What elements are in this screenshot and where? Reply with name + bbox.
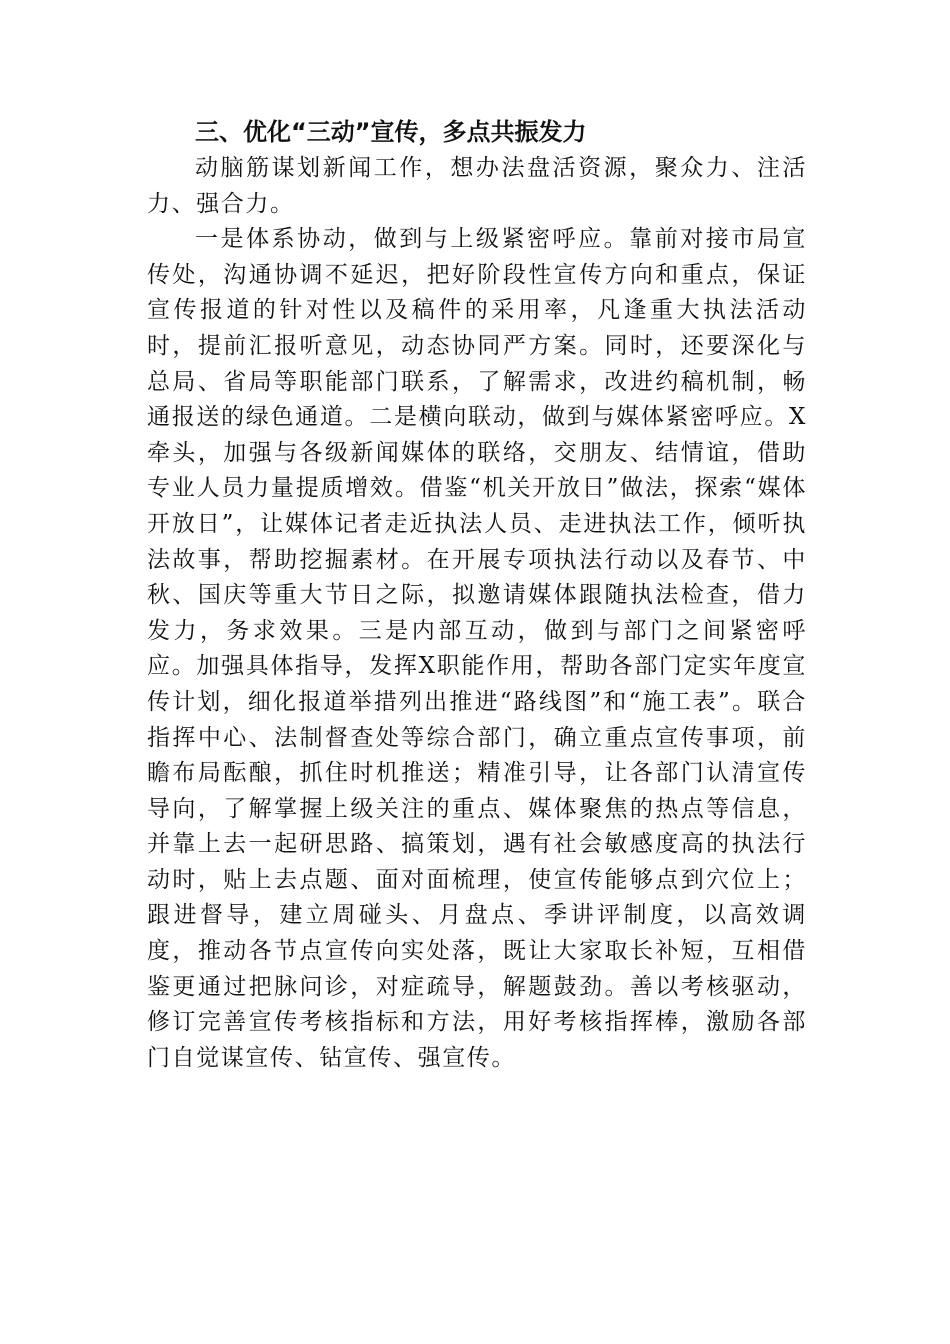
- body-paragraph: 一是体系协动，做到与上级紧密呼应。靠前对接市局宣传处，沟通协调不延迟，把好阶段性宣传方向和重点，保证宣传报道的针对性以及稿件的采用率，凡逢重大执法活动时，提前汇报听意见，动态协同严方案。同时，还要深化与总局、省局等职能部门联系，了解需求，改进约稿机制，畅通报送的绿色通道。二是横向联动，做到与媒体紧密呼应。X牵头，加强与各级新闻媒体的联络，交朋友、结情谊，借助专业人员力量提质增效。借鉴“机关开放日”做法，探索“媒体开放日”，让媒体记者走近执法人员、走进执法工作，倾听执法故事，帮助挖掘素材。在开展专项执法行动以及春节、中秋、国庆等重大节日之际，拟邀请媒体跟随执法检查，借力发力，务求效果。三是内部互动，做到与部门之间紧密呼应。加强具体指导，发挥X职能作用，帮助各部门定实年度宣传计划，细化报道举措列出推进“路线图”和“施工表”。联合指挥中心、法制督查处等综合部门，确立重点宣传事项，前瞻布局酝酿，抓住时机推送；精准引导，让各部门认清宣传导向，了解掌握上级关注的重点、媒体聚焦的热点等信息，并靠上去一起研思路、搞策划，遇有社会敏感度高的执法行动时，贴上去点题、面对面梳理，使宣传能够点到穴位上；跟进督导，建立周碰头、月盘点、季讲评制度，以高效调度，推动各节点宣传向实处落，既让大家取长补短，互相借鉴更通过把脉问诊，对症疏导，解题鼓劲。善以考核驱动，修订完善宣传考核指标和方法，用好考核指挥棒，激励各部门自觉谋宣传、钻宣传、强宣传。: [147, 226, 807, 1071]
- intro-paragraph: 动脑筋谋划新闻工作，想办法盘活资源，聚众力、注活力、强合力。: [147, 155, 807, 217]
- section-heading: 三、优化“三动”宣传，多点共振发力: [195, 118, 587, 146]
- document-body: [147, 114, 807, 1076]
